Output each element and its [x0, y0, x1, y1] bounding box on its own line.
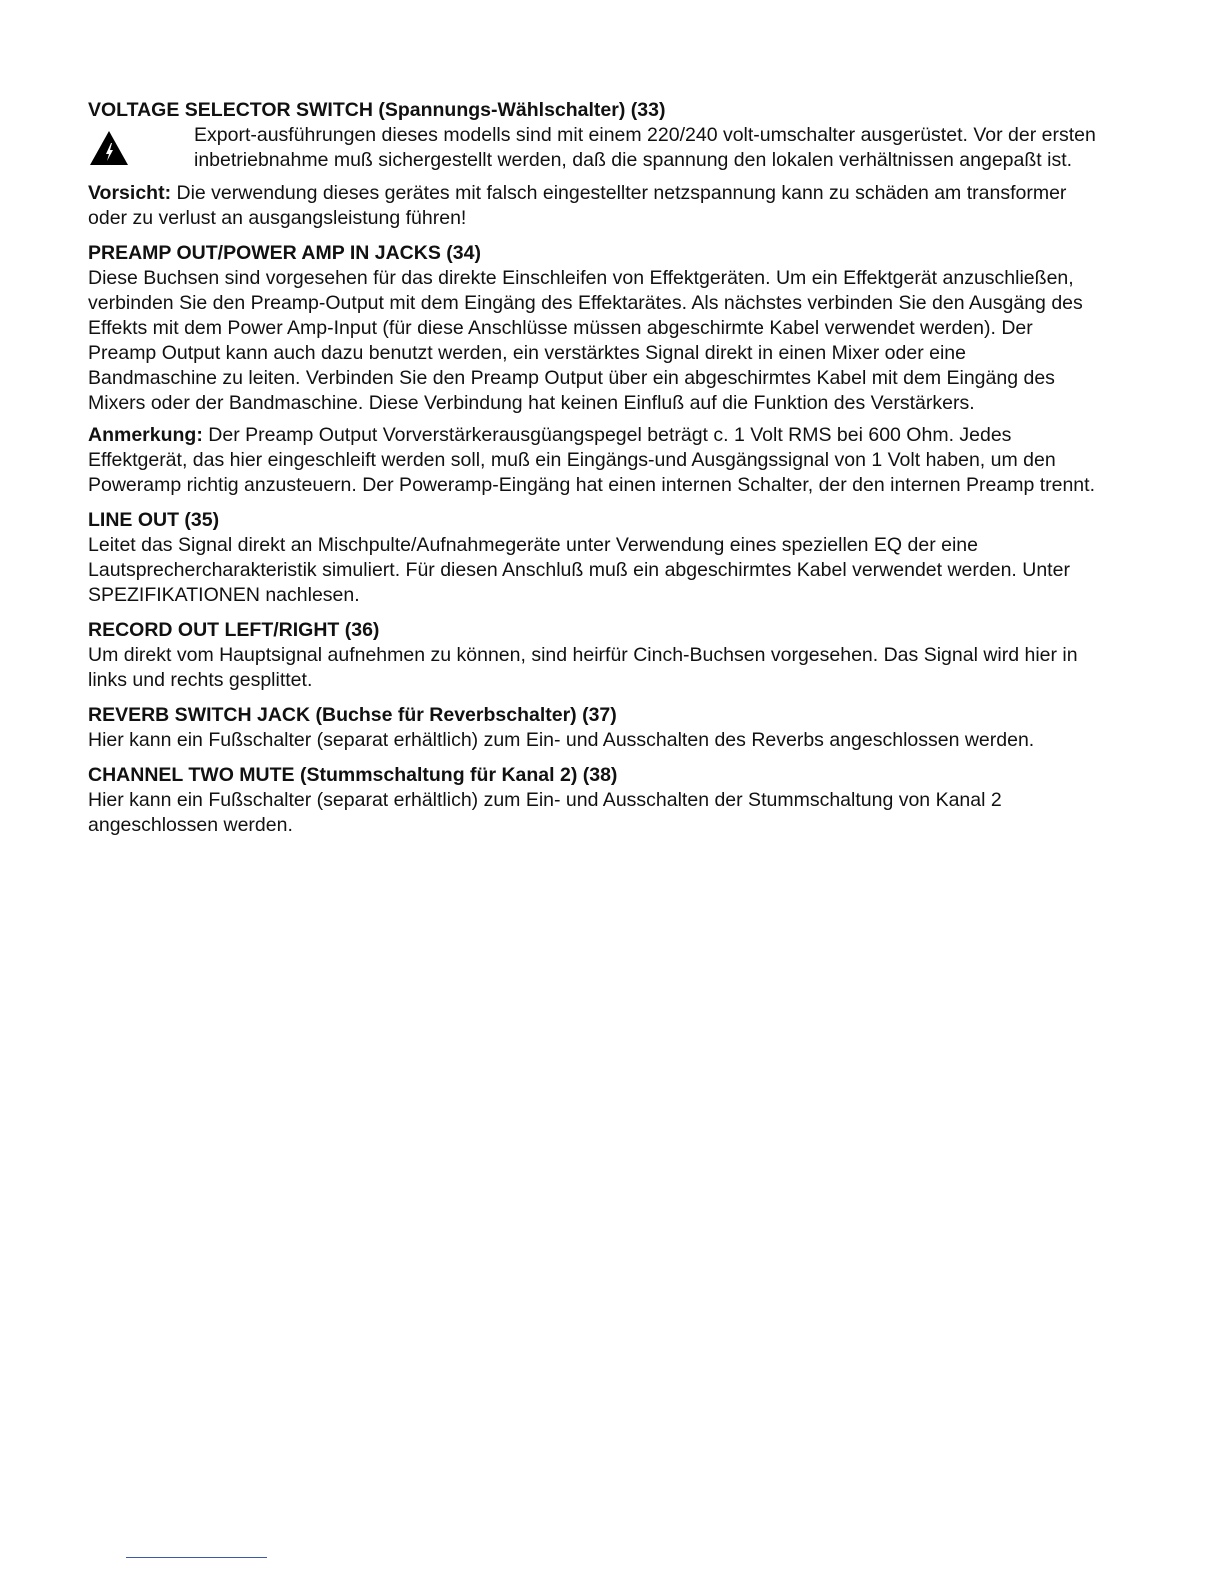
section-body: Leitet das Signal direkt an Mischpulte/Aufnahmegeräte unter Verwendung eines speziellen EQ der eine Lautsprechercharakteristik simuliert. Für diesen Anschluß muß ein abgeschirmtes Kabel verwendet werden. Unter SPEZIFIKATIONEN nachlesen. — [88, 534, 1070, 606]
section-title: LINE OUT (35) — [88, 509, 220, 531]
section-body: Hier kann ein Fußschalter (separat erhältlich) zum Ein- und Ausschalten der Stummschaltung von Kanal 2 angeschlossen werden. — [88, 789, 1002, 836]
section-record-out — [88, 618, 1098, 693]
section-channel-two-mute — [88, 763, 1098, 838]
section-title: RECORD OUT LEFT/RIGHT (36) — [88, 619, 380, 641]
section-reverb-switch — [88, 703, 1098, 753]
section-body: Um direkt vom Hauptsignal aufnehmen zu können, sind heirfür Cinch-Buchsen vorgesehen. Das Signal wird hier in links und rechts gesplittet. — [88, 644, 1078, 691]
caution-paragraph — [88, 181, 1098, 231]
warning-triangle-icon — [88, 123, 194, 174]
caution-text: Die verwendung dieses gerätes mit falsch eingestellter netzspannung kann zu schäden am transformer oder zu verlust an ausgangsleistung führen! — [88, 182, 1067, 229]
footer-divider — [126, 1557, 267, 1558]
document-page — [88, 98, 1098, 848]
note-paragraph — [88, 423, 1098, 498]
section-line-out — [88, 508, 1098, 608]
section-title: REVERB SWITCH JACK (Buchse für Reverbschalter) (37) — [88, 704, 617, 726]
section-title: CHANNEL TWO MUTE (Stummschaltung für Kanal 2) (38) — [88, 764, 618, 786]
section-title: PREAMP OUT/POWER AMP IN JACKS (34) — [88, 242, 481, 264]
section-preamp-out — [88, 241, 1098, 498]
section-voltage-selector — [88, 98, 1098, 231]
section-body: Diese Buchsen sind vorgesehen für das direkte Einschleifen von Effektgeräten. Um ein Effektgerät anzuschließen, verbinden Sie den Preamp-Output mit dem Eingäng des Effektarätes. Als nächstes verbinden Sie den Ausgäng des Effekts mit dem Power Amp-Input (für diese Anschlüsse müssen abgeschirmte Kabel verwendet werden). Der Preamp Output kann auch dazu benutzt werden, ein verstärktes Signal direkt in einen Mixer oder eine Bandmaschine zu leiten. Verbinden Sie den Preamp Output über ein abgeschirmtes Kabel mit dem Eingäng des Mixers oder der Bandmaschine. Diese Verbindung hat keinen Einfluß auf die Funktion des Verstärkers. — [88, 267, 1083, 414]
section-body: Hier kann ein Fußschalter (separat erhältlich) zum Ein- und Ausschalten des Reverbs angeschlossen werden. — [88, 729, 1035, 751]
caution-label: Vorsicht: — [88, 182, 172, 204]
note-label: Anmerkung: — [88, 424, 203, 446]
warning-block — [88, 123, 1098, 174]
section-title: VOLTAGE SELECTOR SWITCH (Spannungs-Wählschalter) (33) — [88, 99, 666, 121]
warning-text: Export-ausführungen dieses modells sind mit einem 220/240 volt-umschalter ausgerüstet. Vor der ersten inbetriebnahme muß sichergestellt werden, daß die spannung den lokalen verhältnissen angepaßt ist. — [194, 124, 1096, 171]
note-text: Der Preamp Output Vorverstärkerausgüangspegel beträgt c. 1 Volt RMS bei 600 Ohm. Jedes Effektgerät, das hier eingeschleift werden soll, muß ein Eingängs-und Ausgängssignal von 1 Volt haben, um den Poweramp richtig anzusteuern. Der Poweramp-Eingäng hat einen internen Schalter, der den internen Preamp trennt. — [88, 424, 1095, 496]
